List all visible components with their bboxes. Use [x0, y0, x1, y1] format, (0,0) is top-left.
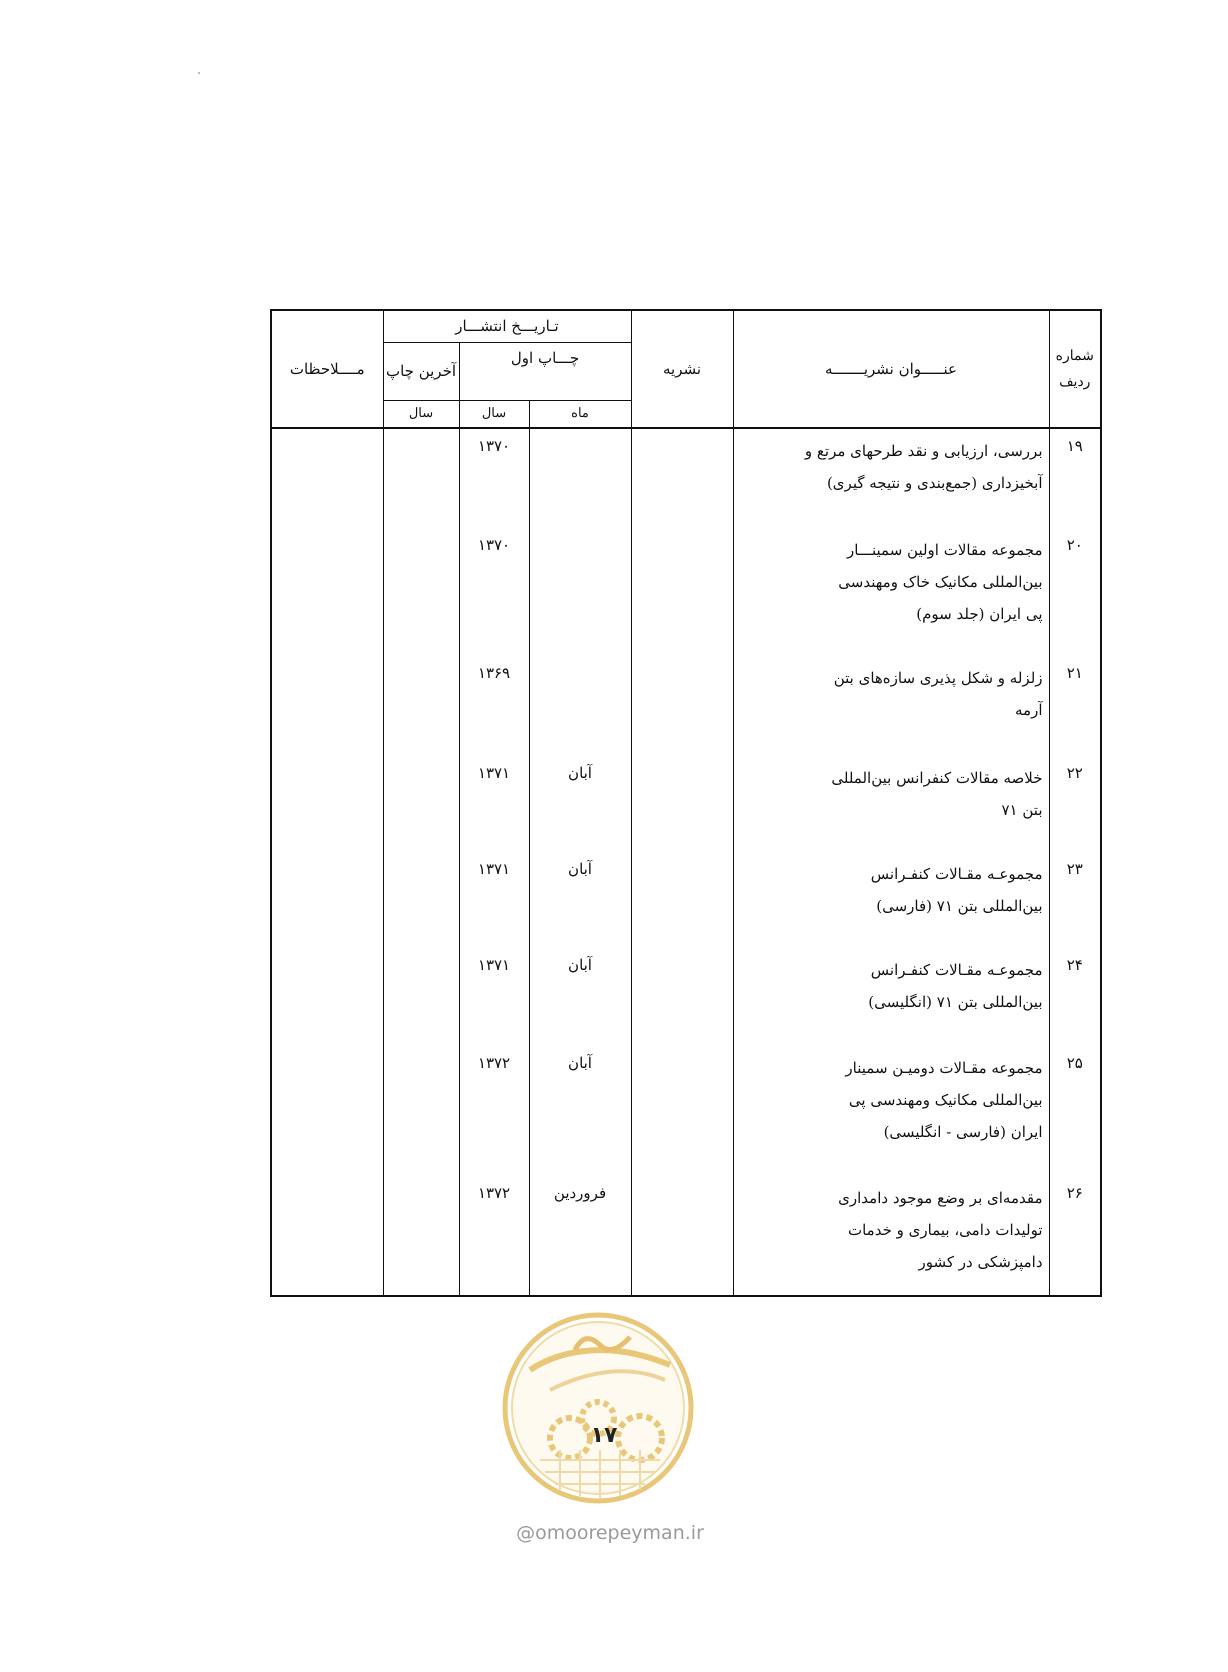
remarks: [271, 948, 383, 1046]
header-year-last: سال: [383, 400, 459, 428]
publication-code: [631, 756, 733, 852]
first-print-month: فروردین: [529, 1176, 631, 1296]
title-line: مجموعه مقـالات دومیـن سمینار: [845, 1059, 1043, 1077]
remarks: [271, 1176, 383, 1296]
last-print-year: [383, 756, 459, 852]
title-line: بتن ۷۱: [1001, 801, 1043, 819]
table-row: [271, 756, 1101, 852]
remarks: [271, 528, 383, 656]
first-print-month: آبان: [529, 948, 631, 1046]
title-line: مجموعه مقالات اولین سمینـــار: [846, 541, 1043, 559]
row-number: ۲۱: [1049, 656, 1101, 756]
first-print-year: ۱۳۷۱: [459, 948, 529, 1046]
first-print-year: ۱۳۷۰: [459, 528, 529, 656]
row-number: ۲۲: [1049, 756, 1101, 852]
header-month: ماه: [529, 400, 631, 428]
remarks: [271, 852, 383, 948]
title-line: مقدمه‌ای بر وضع موجود دامداری: [838, 1189, 1043, 1207]
remarks: [271, 1046, 383, 1176]
title-line: خلاصه مقالات کنفرانس بین‌المللی: [831, 769, 1043, 787]
row-number: ۲۰: [1049, 528, 1101, 656]
header-last-print: آخرین چاپ: [383, 342, 459, 400]
publication-title: [733, 756, 1049, 852]
title-line: آبخیزداری (جمع‌بندی و نتیجه گیری): [826, 474, 1043, 492]
header-publish-date: تـاریـــخ انتشـــار: [383, 310, 631, 342]
scan-speck: [198, 72, 200, 74]
first-print-month: [529, 528, 631, 656]
publication-title: [733, 1176, 1049, 1296]
remarks: [271, 656, 383, 756]
title-line: بین‌المللی مکانیک خاک ومهندسی: [838, 573, 1043, 591]
publication-title: [733, 852, 1049, 948]
table-row: [271, 656, 1101, 756]
publication-code: [631, 1046, 733, 1176]
last-print-year: [383, 1176, 459, 1296]
first-print-month: آبان: [529, 1046, 631, 1176]
first-print-year: ۱۳۷۱: [459, 756, 529, 852]
table-row: [271, 852, 1101, 948]
title-line: دامپزشکی در کشور: [918, 1253, 1043, 1271]
publication-title: [733, 656, 1049, 756]
header-row-1: [271, 310, 1101, 342]
first-print-month: آبان: [529, 756, 631, 852]
remarks: [271, 756, 383, 852]
header-title: عنـــــوان نشریـــــــه: [733, 310, 1049, 428]
publication-title: [733, 1046, 1049, 1176]
omoorepeyman-watermark-logo: [500, 1310, 696, 1506]
publication-code: [631, 852, 733, 948]
row-number: ۲۴: [1049, 948, 1101, 1046]
publication-title: [733, 528, 1049, 656]
last-print-year: [383, 428, 459, 528]
publication-code: [631, 528, 733, 656]
watermark-url: @omoorepeyman.ir: [516, 1522, 704, 1544]
header-year: سال: [459, 400, 529, 428]
last-print-year: [383, 852, 459, 948]
header-row-number: شماره ردیف: [1049, 310, 1101, 428]
title-line: ایران (فارسی - انگلیسی): [883, 1123, 1043, 1141]
title-line: پی ایران (جلد سوم): [916, 605, 1043, 623]
row-number: ۲۵: [1049, 1046, 1101, 1176]
row-number: ۲۳: [1049, 852, 1101, 948]
remarks: [271, 428, 383, 528]
row-number: ۱۹: [1049, 428, 1101, 528]
last-print-year: [383, 656, 459, 756]
header-publication: نشریه: [631, 310, 733, 428]
title-line: بین‌المللی بتن ۷۱ (فارسی): [876, 897, 1043, 915]
table-row: [271, 1176, 1101, 1296]
first-print-year: ۱۳۷۱: [459, 852, 529, 948]
title-line: زلزله و شکل پذیری سازه‌های بتن: [833, 669, 1043, 687]
first-print-month: [529, 656, 631, 756]
table-row: [271, 1046, 1101, 1176]
publication-code: [631, 1176, 733, 1296]
title-line: آرمه: [1015, 701, 1043, 719]
table-row: [271, 528, 1101, 656]
first-print-year: ۱۳۷۰: [459, 428, 529, 528]
page-number: ۱۷: [590, 1423, 618, 1448]
publication-code: [631, 656, 733, 756]
title-line: مجموعـه مقـالات کنفـرانس: [870, 865, 1043, 883]
publication-code: [631, 428, 733, 528]
publications-table: [270, 309, 1102, 1297]
title-line: تولیدات دامی، بیماری و خدمات: [847, 1221, 1043, 1239]
title-line: مجموعـه مقـالات کنفـرانس: [870, 961, 1043, 979]
title-line: بین‌المللی مکانیک ومهندسی پی: [848, 1091, 1043, 1109]
table-row: [271, 428, 1101, 528]
header-remarks: مــــلاحظات: [271, 310, 383, 428]
publication-title: [733, 948, 1049, 1046]
first-print-year: ۱۳۷۲: [459, 1176, 529, 1296]
publication-code: [631, 948, 733, 1046]
first-print-year: ۱۳۷۲: [459, 1046, 529, 1176]
table-body: [271, 428, 1101, 1296]
last-print-year: [383, 1046, 459, 1176]
publication-title: [733, 428, 1049, 528]
row-number: ۲۶: [1049, 1176, 1101, 1296]
table-row: [271, 948, 1101, 1046]
first-print-year: ۱۳۶۹: [459, 656, 529, 756]
first-print-month: [529, 428, 631, 528]
last-print-year: [383, 948, 459, 1046]
header-first-print: چـــاپ اول: [459, 342, 631, 400]
first-print-month: آبان: [529, 852, 631, 948]
last-print-year: [383, 528, 459, 656]
title-line: بررسی، ارزیابی و نقد طرحهای مرتع و: [804, 442, 1043, 460]
title-line: بین‌المللی بتن ۷۱ (انگلیسی): [868, 993, 1043, 1011]
